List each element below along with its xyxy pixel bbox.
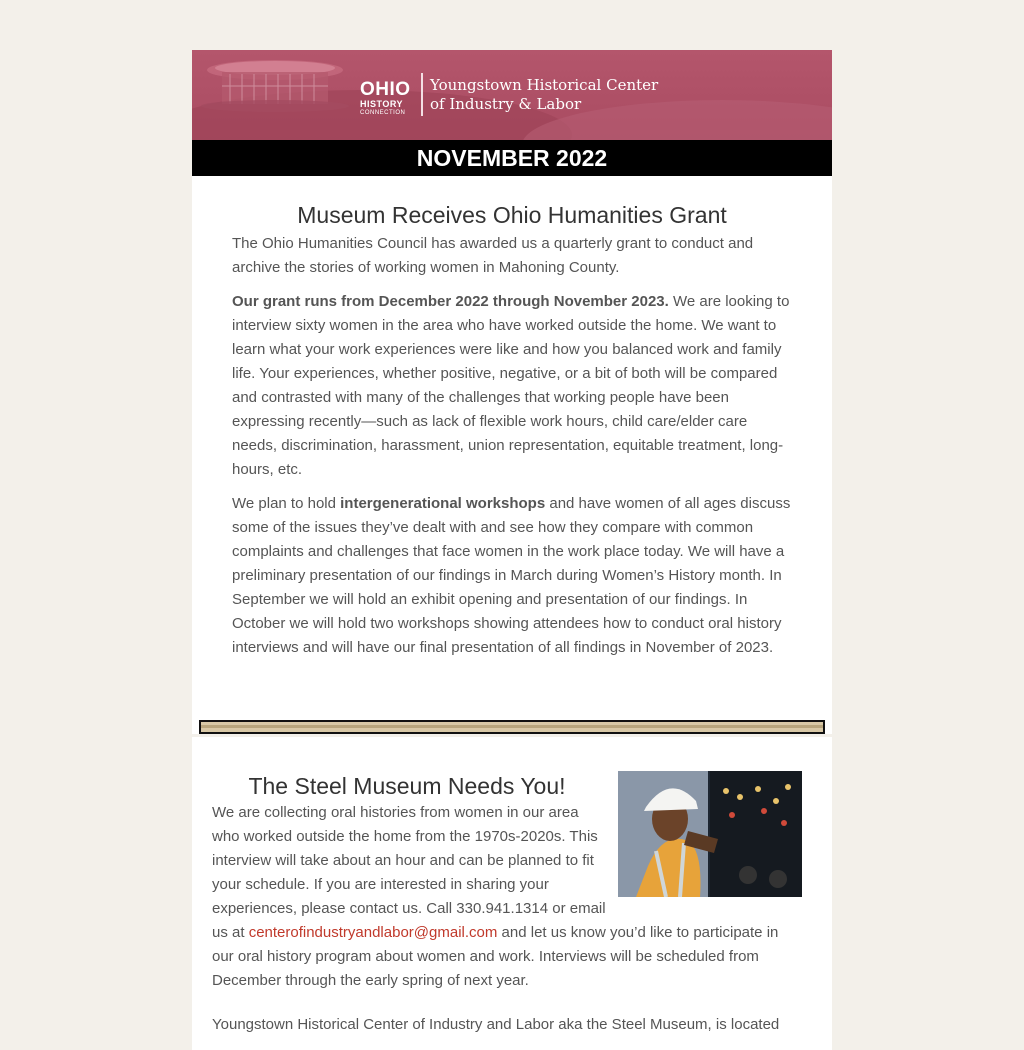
article-title: Museum Receives Ohio Humanities Grant (297, 202, 727, 228)
center-name: Youngstown Historical Center of Industry & Labor (430, 76, 659, 113)
issue-month: NOVEMBER 2022 (192, 140, 832, 176)
article-volunteers (212, 771, 802, 1047)
article-paragraph: The Ohio Humanities Council has awarded us a quarterly grant to conduct and archive the stories of working women in Mahoning County. (232, 235, 754, 276)
article-title: The Steel Museum Needs You! (248, 773, 566, 799)
logo-divider (421, 73, 423, 116)
article-grant (192, 176, 832, 660)
article-paragraph: Youngstown Historical Center of Industry and Labor aka the Steel Museum, is located (212, 1016, 780, 1033)
section-divider (199, 720, 825, 734)
woman-worker-photo (618, 771, 802, 897)
ohio-history-connection-logo: OHIO HISTORY CONNECTION (360, 79, 411, 116)
grant-dates-highlight: Our grant runs from December 2022 through November 2023. (232, 293, 669, 310)
contact-email-link[interactable]: centerofindustryandlabor@gmail.com (248, 924, 498, 941)
newsletter (192, 50, 832, 1050)
article-paragraph: Our grant runs from December 2022 through November 2023. We are looking to interview sixty women in the area who have worked outside the home. We want to learn what your work experiences were like and how you balanced work and family life. Your experiences, whether positive, negative, or a bit of both will be compared and contrasted with many of the challenges that working people have been expressing recently—such as lack of flexible work hours, child care/elder care needs, discrimination, harassment, union representation, equitable treatment, long-hours, etc. (232, 293, 790, 478)
article-paragraph: We are collecting oral histories from women in our area who worked outside the home from the 1970s-2020s. This interview will take about an hour and can be planned to fit your schedule. If you are interested in sharing your experiences, please contact us. Call 330.941.1314 or email us at centerofindustryandlabor@gmail.com and let us know you’d like to participate in our oral history program about women and work. Interviews will be scheduled from December through the early spring of next year. (212, 804, 779, 989)
workshops-highlight: intergenerational workshops (340, 495, 546, 512)
header-banner (192, 50, 832, 140)
museum-building-graphic (200, 56, 350, 112)
article-paragraph: We plan to hold intergenerational workshops and have women of all ages discuss some of the issues they’ve dealt with and see how they compare with common complaints and challenges that face women in the work place today. We will have a preliminary presentation of our findings in March during Women’s History month. In September we will hold an exhibit opening and presentation of our findings. In October we will hold two workshops showing attendees how to conduct oral history interviews and will have our final presentation of all findings in November of 2023. (232, 495, 791, 656)
